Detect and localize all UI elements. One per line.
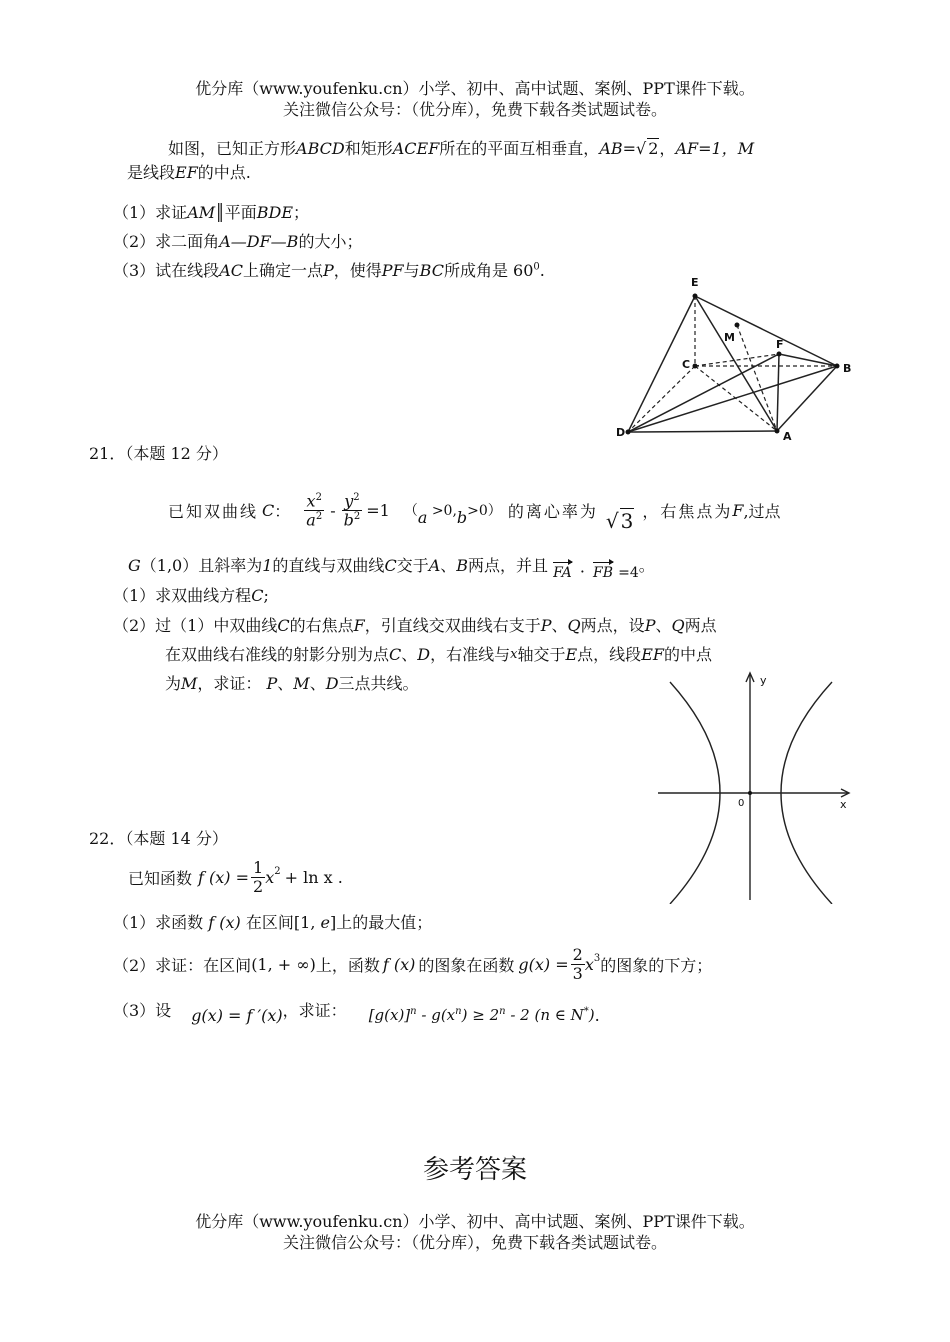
hyperbola-graph (652, 668, 860, 904)
q20-part1: （1）求证AM║平面BDE； (113, 203, 310, 222)
label-A: A (783, 430, 792, 443)
q21-part2-line2: 在双曲线右准线的射影分别为点C、D，右准线与x轴交于E点，线段EF的中点 (165, 645, 712, 664)
q21-part2-line1: （2）过（1）中双曲线C的右焦点F，引直线交双曲线右支于P、Q两点，设P、Q两点 (113, 616, 717, 635)
q21-part1: （1）求双曲线方程C; (113, 586, 269, 605)
q20-part3: （3）试在线段AC上确定一点P，使得PF与BC所成角是 $60^0$. (113, 261, 545, 280)
q20-stem-line2: 是线段EF的中点. (127, 163, 251, 182)
q22-header: 22．（本题 14 分） (89, 829, 228, 848)
q20-part2: （2）求二面角A—DF—B的大小； (113, 232, 363, 251)
fraction-x2-a2: $\frac{x^2}{a^2}$ (306, 490, 323, 529)
banner-bottom-line1: 优分库（www.youfenku.cn）小学、初中、高中试题、案例、PPT课件下载。 (195, 1212, 755, 1231)
banner-top-line1: 优分库（www.youfenku.cn）小学、初中、高中试题、案例、PPT课件下载。 (195, 79, 755, 98)
fraction-one-half: $\frac{1}{2}$ (253, 857, 264, 896)
q22-part1: （1）求函数 f (x) 在区间[1, e]上的最大值； (113, 913, 433, 932)
sqrt-symbol: √ (636, 139, 647, 158)
axis-label-y: y (760, 674, 767, 687)
label-F: F (776, 338, 784, 351)
q22-part3: （3）设 g(x) = f ′(x) ，求证： $[g(x)]^n - g(x^n) \ge 2^n - 2$ (n ∈ N*) . (113, 1000, 600, 1025)
q21-line2: G（1,0）且斜率为1的直线与双曲线C交于A、B两点，并且 FA · FB =4。 (128, 556, 655, 581)
banner-bottom-line2: 关注微信公众号：（优分库），免费下载各类试题试卷。 (282, 1233, 667, 1252)
q21-part2-line3: 为M，求证： P、M、D三点共线。 (165, 674, 419, 693)
q22-inequality: $[g(x)]^n - g(x^n) \ge 2^n - 2$ (n ∈ N*) (368, 1006, 595, 1024)
label-C: C (682, 358, 691, 371)
q21-header: 21．（本题 12 分） (89, 444, 228, 463)
origin-label: 0 (738, 798, 745, 809)
sqrt-3: √ 3 (605, 508, 634, 533)
banner-top-line2: 关注微信公众号：（优分库），免费下载各类试题试卷。 (282, 100, 667, 119)
answer-heading: 参考答案 (422, 1155, 527, 1185)
label-B: B (843, 362, 852, 375)
vector-FB: FB (593, 565, 614, 581)
label-D: D (616, 426, 626, 439)
axis-label-x: x (840, 798, 847, 811)
q22-part2: （2）求证：在区间 (1, + ∞) 上，函数 f (x) 的图象在函数 g(x) = $\frac{2}{3}$ x $^3$ 的图象的下方； (113, 944, 713, 983)
fraction-y2-b2: $\frac{y^2}{b^2}$ (343, 490, 361, 529)
q21-line1: 已知双曲线 C ： $\frac{x^2}{a^2}$ - $\frac{y^2}{b^2}$ =1 （a >0,b>0） 的离心率为 √ 3 ，右焦点为 F ,过点 (168, 490, 781, 533)
label-E: E (691, 276, 699, 289)
q20-figure (612, 272, 862, 444)
q20-stem-line1: 如图，已知正方形ABCD和矩形ACEF所在的平面互相垂直，AB=√ 2，AF=1，M (168, 139, 755, 158)
q22-line1: 已知函数 f (x) = $\frac{1}{2}$ x $^2$ + ln x . (128, 857, 343, 896)
vector-FA: FA (553, 565, 572, 581)
fraction-two-thirds: $\frac{2}{3}$ (572, 944, 583, 983)
label-M: M (724, 331, 735, 344)
